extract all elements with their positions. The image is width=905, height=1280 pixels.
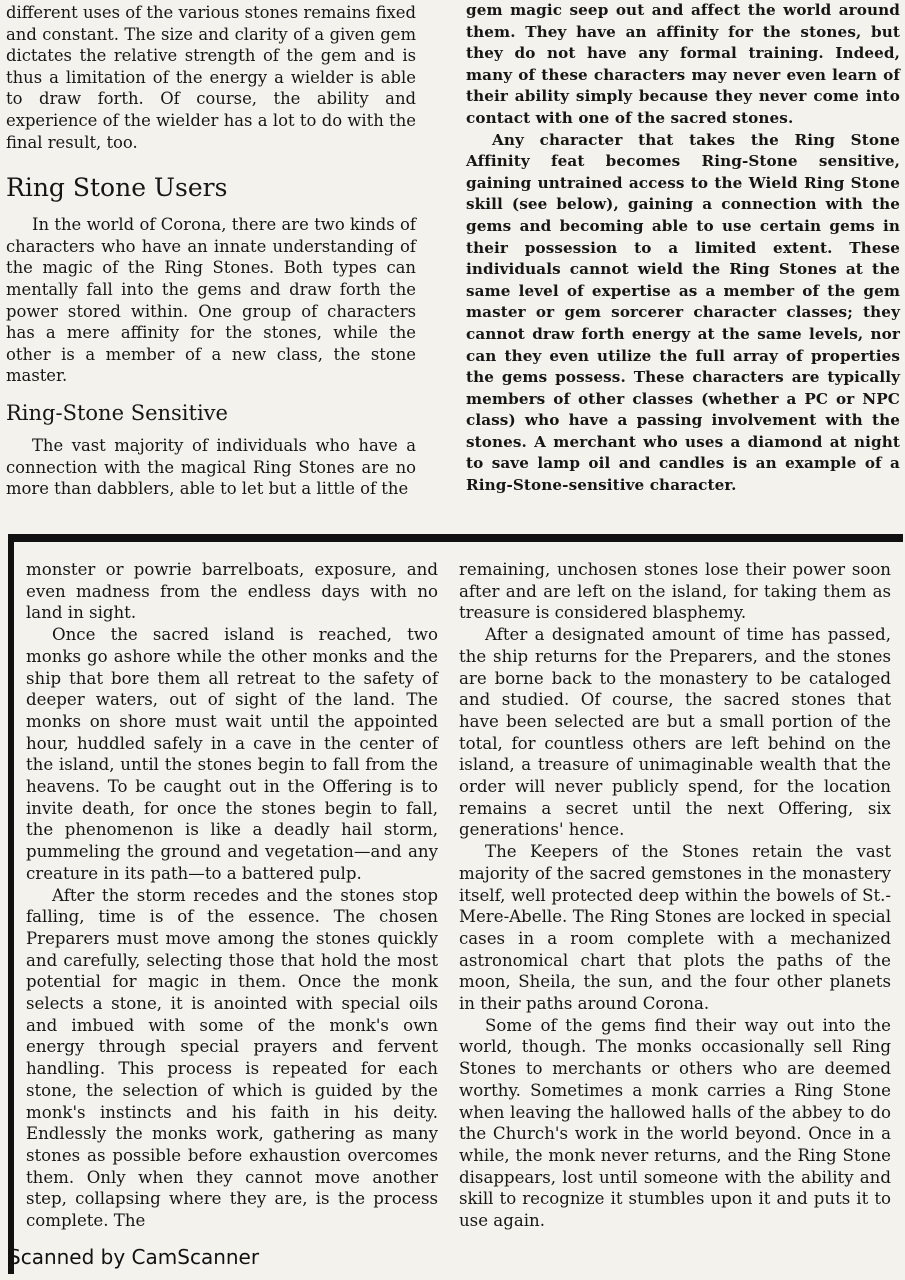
intro-paragraph: different uses of the various stones remains fixed and constant. The size and clarity of a given gem dictates the relative strength of the gem and is thus a limitation of the energy a wielder is able to draw forth. Of course, the ability and experience of the wielder has a lot to do with the final result, too. — [6, 3, 416, 152]
top-left-column — [6, 2, 416, 500]
sidebar-left-para-3: After the storm recedes and the stones stop falling, time is of the essence. The chosen Preparers must move among the stones quickly and carefully, selecting those that hold the most potential for magic in them. Once the monk selects a stone, it is anointed with special oils and imbued with some of the monk's own energy through special prayers and fervent handling. This process is repeated for each stone, the selection of which is guided by the monk's instincts and his faith in his deity. Endlessly the monks work, gathering as many stones as possible before exhaustion overcomes them. Only when they cannot move another step, collapsing where they are, is the process complete. The — [26, 885, 438, 1231]
sidebar-left-para-1: monster or powrie barrelboats, exposure, and even madness from the endless days with no land in sight. — [26, 560, 438, 623]
sidebar-left-column — [26, 559, 438, 1232]
users-paragraph: In the world of Corona, there are two kinds of characters who have an innate understanding of the magic of the Ring Stones. Both types can mentally fall into the gems and draw forth the power stored within. One group of characters has a mere affinity for the stones, while the other is a member of a new class, the stone master. — [6, 215, 416, 386]
sidebar-right-para-1: remaining, unchosen stones lose their power soon after and are left on the island, for taking them as treasure is considered blasphemy. — [459, 560, 891, 623]
sidebar-right-para-3: The Keepers of the Stones retain the vast majority of the sacred gemstones in the monastery itself, well protected deep within the bowels of St.-Mere-Abelle. The Ring Stones are locked in special cases in a room complete with a mechanized astronomical chart that plots the paths of the moon, Sheila, the sun, and the four other planets in their paths around Corona. — [459, 842, 891, 1014]
sensitive-paragraph: The vast majority of individuals who have a connection with the magical Ring Stones are no more than dabblers, able to let but a little of the — [6, 435, 416, 499]
sidebar-left-para-2: Once the sacred island is reached, two monks go ashore while the other monks and the ship that bore them all retreat to the safety of deeper waters, out of sight of the land. The monks on shore must wait until the appointed hour, huddled safely in a cave in the center of the island, until the stones begin to fall from the heavens. To be caught out in the Offering is to invite death, for once the stones begin to fall, the phenomenon is like a deadly hail storm, pummeling the ground and vegetation—and any creature in its path—to a battered pulp. — [26, 625, 438, 883]
feat-paragraph: Any character that takes the Ring Stone Affinity feat becomes Ring-Stone sensitive, gaining untrained access to the Wield Ring Stone skill (see below), gaining a connection with the gems and becoming able to use certain gems in their possession to a limited extent. These individuals cannot wield the Ring Stones at the same level of expertise as a member of the gem master or gem sorcerer character classes; they cannot draw forth energy at the same levels, nor can they even utilize the full array of properties the gems possess. These characters are typically members of other classes (whether a PC or NPC class) who have a passing involvement with the stones. A merchant who uses a diamond at night to save lamp oil and candles is an example of a Ring-Stone-sensitive character. — [466, 130, 900, 495]
heading-ring-stone-users: Ring Stone Users — [6, 173, 228, 203]
sidebar-right-para-2: After a designated amount of time has passed, the ship returns for the Preparers, and the stones are borne back to the monastery to be cataloged and studied. Of course, the sacred stones that have been selected are but a small portion of the total, for countless others are left behind on the island, a treasure of unimaginable wealth that the order will never publicly spend, for the location remains a secret until the next Offering, six generations' hence. — [459, 625, 891, 840]
affinity-paragraph: gem magic seep out and affect the world around them. They have an affinity for the stones, but they do not have any formal training. Indeed, many of these characters may never even learn of their ability simply because they never come into contact with one of the sacred stones. — [466, 1, 900, 127]
scanner-watermark: Scanned by CamScanner — [8, 1245, 260, 1269]
top-right-column — [466, 0, 900, 497]
sidebar-right-para-4: Some of the gems find their way out into the world, though. The monks occasionally sell Ring Stones to merchants or others who are deemed worthy. Sometimes a monk carries a Ring Stone when leaving the hallowed halls of the abbey to do the Church's work in the world beyond. Once in a while, the monk never returns, and the Ring Stone disappears, lost until someone with the ability and skill to recognize it stumbles upon it and puts it to use again. — [459, 1015, 891, 1231]
heading-ring-stone-sensitive: Ring-Stone Sensitive — [6, 400, 228, 425]
sidebar-right-column — [459, 559, 891, 1232]
